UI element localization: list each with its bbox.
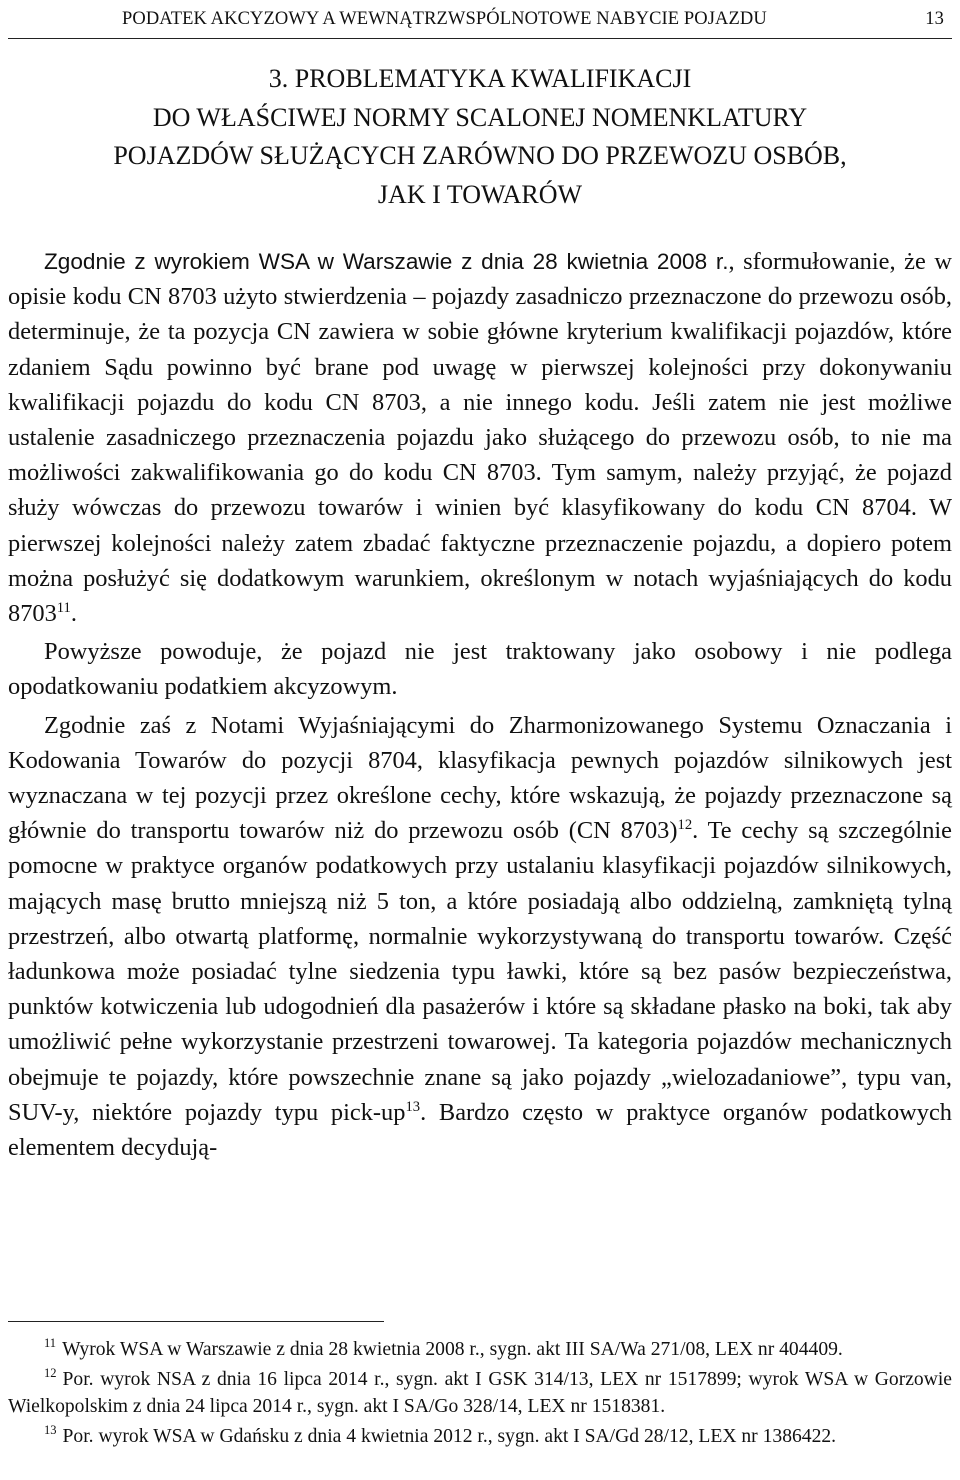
footnote-12 — [8, 1366, 952, 1421]
footnote-number: 13 — [44, 1422, 57, 1437]
footnote-number: 11 — [44, 1336, 57, 1351]
footnote-ref-11[interactable]: 11 — [56, 599, 71, 616]
chapter-heading — [8, 60, 952, 214]
paragraph-3-text-a: Zgodnie zaś z Notami Wyjaśniającymi do Zharmonizowanego Systemu Oznaczania i Kodowania Towarów do pozycji 8704, klasyfikacja pewnych pojazdów silnikowych jest wyznaczana w tej pozycji przez określone cechy, które wskazują, że pojazdy przeznaczone są głównie do transportu towarów niż do przewozu osób (CN 8703) — [8, 711, 952, 845]
footnote-ref-12[interactable]: 12 — [677, 817, 693, 834]
footnote-text: Wyrok WSA w Warszawie z dnia 28 kwietnia 2008 r., sygn. akt III SA/Wa 271/08, LEX nr 404409. — [62, 1339, 843, 1360]
paragraph-1-end: . — [70, 600, 77, 628]
chapter-heading-line-4: JAK I TOWARÓW — [377, 179, 583, 209]
header-divider — [8, 38, 952, 39]
running-header — [8, 4, 952, 32]
footnote-number: 12 — [44, 1365, 57, 1380]
chapter-heading-line-3: POJAZDÓW SŁUŻĄCYCH ZARÓWNO DO PRZEWOZU OSBÓB, — [113, 141, 847, 170]
footnote-11 — [8, 1336, 952, 1364]
footnote-text: Por. wyrok NSA z dnia 16 lipca 2014 r., sygn. akt I GSK 314/13, LEX nr 1517899; wyrok WSA w Gorzowie Wielkopolskim z dnia 24 lipca 2014 r., sygn. akt I SA/Go 328/14, LEX nr 1518381. — [8, 1368, 952, 1417]
paragraph-2: Powyższe powoduje, że pojazd nie jest traktowany jako osobowy i nie podlega opodatkowaniu podatkiem akcyzowym. — [8, 638, 952, 701]
paragraph-1-text: , sformułowanie, że w opisie kodu CN 8703 użyto stwierdzenia – pojazdy zasadniczo przeznaczone do przewozu osób, determinuje, że ta pozycja CN zawiera w sobie główne kryterium kwalifikacji pojazdów, które zdaniem Sądu powinno być brane pod uwagę w pierwszej kolejności przy dokonywaniu kwalifikacji pojazdu do kodu CN 8703, a nie innego kodu. Jeśli zatem nie jest możliwe ustalenie zasadniczego przeznaczenia pojazdu jako służącego do przewozu osób, to nie ma możliwości zakwalifikowania go do kodu CN 8703. Tym samym, należy przyjąć, że pojazd służy wówczas do przewozu towarów i winien być klasyfikowany do kodu CN 8704. W pierwszej kolejności należy zatem zbadać faktyczne przeznaczenie pojazdu, a dopiero potem można posłużyć się dodatkowym warunkiem, określonym w notach wyjaśniających do kodu 8703 — [8, 248, 952, 628]
footnote-13 — [8, 1423, 952, 1451]
running-title: PODATEK AKCYZOWY A WEWNĄTRZWSPÓLNOTOWE NABYCIE POJAZDU — [122, 9, 767, 29]
body-text — [8, 244, 952, 1168]
paragraph-1-lead: Zgodnie z wyrokiem WSA w Warszawie z dnia 28 kwietnia 2008 r. — [44, 249, 729, 274]
footnote-ref-13[interactable]: 13 — [405, 1098, 421, 1115]
chapter-heading-line-2: DO WŁAŚCIWEJ NORMY SCALONEJ NOMENKLATURY — [152, 102, 808, 132]
paragraph-1 — [8, 244, 952, 631]
paragraph-3-text-c: . Bardzo często w praktyce organów podatkowych elementem decydują- — [8, 1098, 953, 1162]
footnote-text: Por. wyrok WSA w Gdańsku z dnia 4 kwietnia 2012 r., sygn. akt I SA/Gd 28/12, LEX nr 1386422. — [62, 1425, 837, 1447]
footnotes — [8, 1336, 952, 1452]
paragraph-3-text-b: . Te cechy są szczególnie pomocne w praktyce organów podatkowych przy ustalaniu klasyfikacji pojazdów silnikowych, mających masę brutto mniejszą niż 5 ton, a które posiadają albo oddzielną, zamkniętą tylną przestrzeń, albo otwartą platformę, normalnie wykorzystywaną do transportu towarów. Część ładunkowa może posiadać tylne siedzenia typu ławki, które są bez pasów bezpieczeństwa, punktów kotwiczenia lub udogodnień dla pasażerów i które są składane płasko na boki, tak aby umożliwić pełne wykorzystanie przestrzeni towarowej. Ta kategoria pojazdów mechanicznych obejmuje te pojazdy, które powszechnie znane są jako pojazdy „wielozadaniowe”, typu van, SUV-y, niektóre pojazdy typu pick-up — [8, 817, 952, 1126]
page-number: 13 — [925, 9, 944, 29]
chapter-heading-line-1: 3. PROBLEMATYKA KWALIFIKACJI — [268, 64, 692, 93]
footnote-divider — [8, 1321, 384, 1322]
paragraph-3 — [8, 708, 952, 1166]
